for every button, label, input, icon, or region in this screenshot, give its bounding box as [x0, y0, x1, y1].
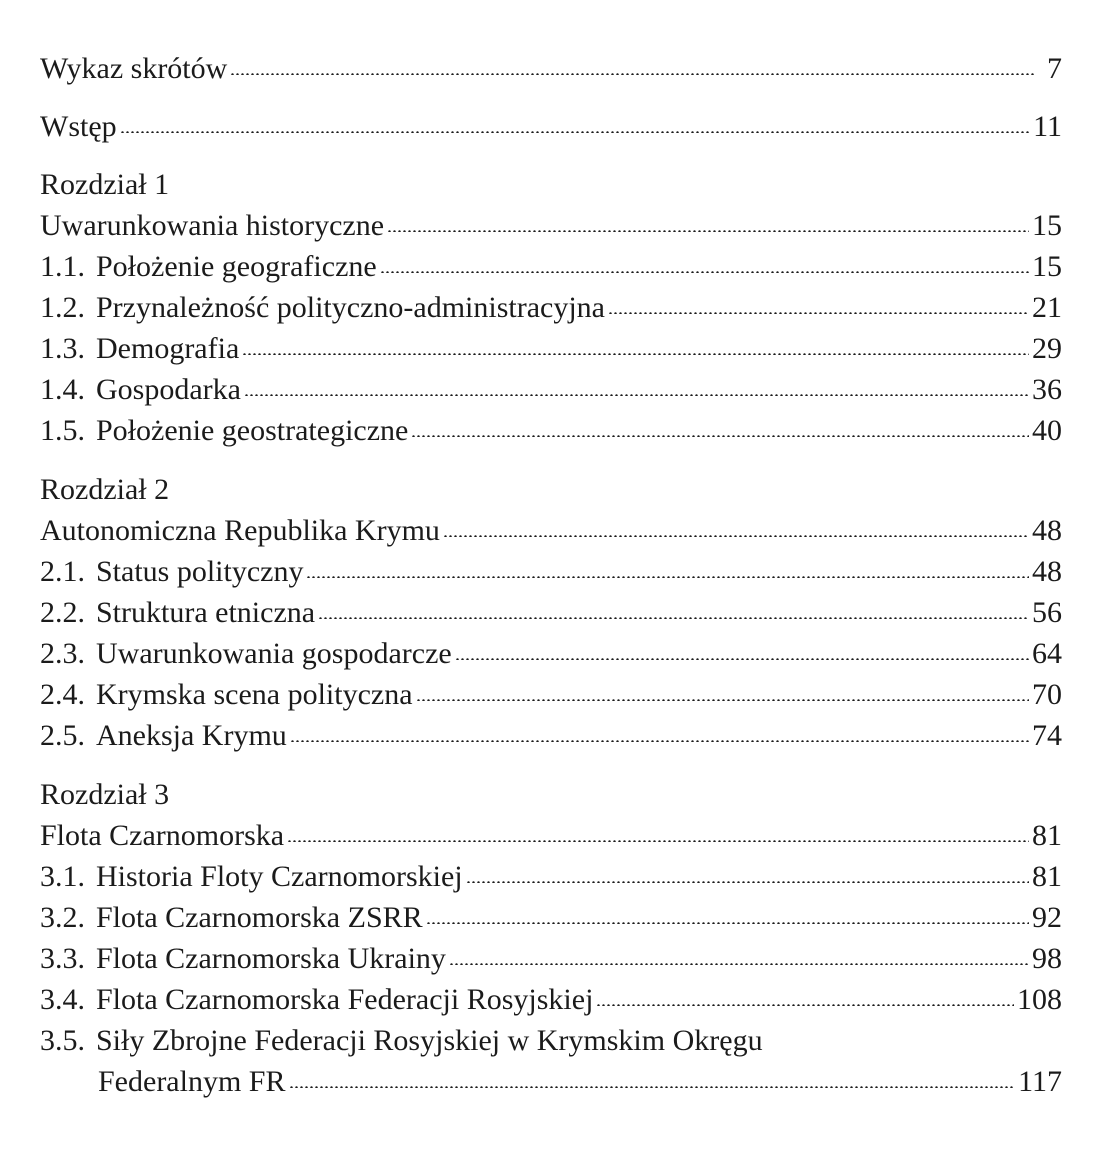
- toc-entry-page: 98: [1032, 942, 1062, 975]
- toc-entry-page: 92: [1032, 901, 1062, 934]
- toc-entry-page: 21: [1032, 291, 1062, 324]
- chapter-label: Rozdział 1: [40, 168, 170, 201]
- toc-entry-page: 64: [1032, 637, 1062, 670]
- toc-entry-introduction[interactable]: [40, 106, 1062, 147]
- toc-entry-page: 7: [1047, 52, 1062, 85]
- section-number: 2.2.: [40, 596, 85, 629]
- toc-section[interactable]: [40, 897, 1062, 938]
- toc-entry-page: 29: [1032, 332, 1062, 365]
- section-title: Flota Czarnomorska Federacji Rosyjskiej: [96, 983, 594, 1016]
- toc-section[interactable]: [40, 715, 1062, 756]
- toc-section[interactable]: [40, 674, 1062, 715]
- section-number: 3.4.: [40, 983, 85, 1016]
- section-title-continuation: Federalnym FR: [98, 1065, 286, 1098]
- section-number: 2.3.: [40, 637, 85, 670]
- toc-section[interactable]: [40, 938, 1062, 979]
- chapter-label: Rozdział 3: [40, 778, 170, 811]
- toc-section[interactable]: [40, 592, 1062, 633]
- section-title: Struktura etniczna: [96, 596, 316, 629]
- section-number: 1.5.: [40, 414, 85, 447]
- toc-entry-page: 74: [1032, 719, 1062, 752]
- toc-entry-title: Flota Czarnomorska: [40, 819, 285, 852]
- toc-entry-page: 81: [1032, 819, 1062, 852]
- toc-section[interactable]: [40, 979, 1062, 1020]
- toc-entry-page: 48: [1032, 555, 1062, 588]
- section-number: 2.5.: [40, 719, 85, 752]
- toc-entry-page: 36: [1032, 373, 1062, 406]
- toc-entry-page: 70: [1032, 678, 1062, 711]
- dot-leader: [387, 230, 1029, 232]
- dot-leader: [426, 922, 1029, 924]
- section-title: Uwarunkowania gospodarcze: [96, 637, 452, 670]
- dot-leader: [596, 1004, 1014, 1006]
- toc-entry-title: Wykaz skrótów: [40, 52, 228, 85]
- section-number: 2.4.: [40, 678, 85, 711]
- section-title: Flota Czarnomorska ZSRR: [96, 901, 423, 934]
- toc-entry-abbreviations[interactable]: [40, 48, 1062, 89]
- toc-entry-page: 11: [1033, 110, 1062, 143]
- dot-leader: [120, 131, 1030, 133]
- section-title: Krymska scena polityczna: [96, 678, 413, 711]
- section-number: 3.3.: [40, 942, 85, 975]
- dot-leader: [449, 963, 1029, 965]
- toc-entry-page: 48: [1032, 514, 1062, 547]
- toc-chapter-title[interactable]: [40, 205, 1062, 246]
- toc-section[interactable]: [40, 856, 1062, 897]
- toc-section[interactable]: [40, 369, 1062, 410]
- section-number: 3.5.: [40, 1024, 85, 1057]
- toc-chapter-title[interactable]: [40, 815, 1062, 856]
- section-number: 1.4.: [40, 373, 85, 406]
- dot-leader: [230, 73, 1035, 75]
- toc-section[interactable]: [40, 246, 1062, 287]
- toc-entry-page: 117: [1018, 1065, 1062, 1098]
- dot-leader: [443, 535, 1029, 537]
- dot-leader: [318, 617, 1029, 619]
- section-title: Historia Floty Czarnomorskiej: [96, 860, 463, 893]
- dot-leader: [411, 435, 1029, 437]
- section-number: 3.2.: [40, 901, 85, 934]
- toc-entry-page: 108: [1017, 983, 1062, 1016]
- toc-entry-page: 56: [1032, 596, 1062, 629]
- dot-leader: [244, 394, 1029, 396]
- dot-leader: [306, 576, 1029, 578]
- toc-entry-title: Autonomiczna Republika Krymu: [40, 514, 440, 547]
- toc-section[interactable]: [40, 287, 1062, 328]
- dot-leader: [608, 312, 1029, 314]
- dot-leader: [416, 699, 1029, 701]
- section-title: Status polityczny: [96, 555, 304, 588]
- dot-leader: [380, 271, 1029, 273]
- dot-leader: [287, 840, 1029, 842]
- section-title: Przynależność polityczno-administracyjna: [96, 291, 605, 324]
- chapter-label: Rozdział 2: [40, 473, 170, 506]
- section-title: Aneksja Krymu: [96, 719, 287, 752]
- toc-section-continuation[interactable]: [40, 1061, 1062, 1102]
- dot-leader: [289, 1086, 1016, 1088]
- toc-entry-page: 81: [1032, 860, 1062, 893]
- toc-entry-title: Uwarunkowania historyczne: [40, 209, 385, 242]
- section-number: 1.3.: [40, 332, 85, 365]
- toc-entry-page: 15: [1032, 250, 1062, 283]
- toc-section[interactable]: [40, 551, 1062, 592]
- section-title: Flota Czarnomorska Ukrainy: [96, 942, 446, 975]
- toc-entry-title: Wstęp: [40, 110, 117, 143]
- section-number: 3.1.: [40, 860, 85, 893]
- section-title: Siły Zbrojne Federacji Rosyjskiej w Krymskim Okręgu: [96, 1024, 763, 1057]
- section-title: Gospodarka: [96, 373, 241, 406]
- toc-section[interactable]: [40, 1020, 1062, 1061]
- table-of-contents: [40, 48, 1062, 1102]
- section-number: 1.2.: [40, 291, 85, 324]
- toc-section[interactable]: [40, 633, 1062, 674]
- toc-entry-page: 15: [1032, 209, 1062, 242]
- section-title: Demografia: [96, 332, 240, 365]
- section-title: Położenie geostrategiczne: [96, 414, 409, 447]
- toc-section[interactable]: [40, 328, 1062, 369]
- toc-section[interactable]: [40, 410, 1062, 451]
- section-title: Położenie geograficzne: [96, 250, 377, 283]
- dot-leader: [466, 881, 1029, 883]
- dot-leader: [290, 740, 1029, 742]
- dot-leader: [455, 658, 1029, 660]
- toc-chapter-title[interactable]: [40, 510, 1062, 551]
- toc-entry-page: 40: [1032, 414, 1062, 447]
- section-number: 2.1.: [40, 555, 85, 588]
- section-number: 1.1.: [40, 250, 85, 283]
- dot-leader: [242, 353, 1029, 355]
